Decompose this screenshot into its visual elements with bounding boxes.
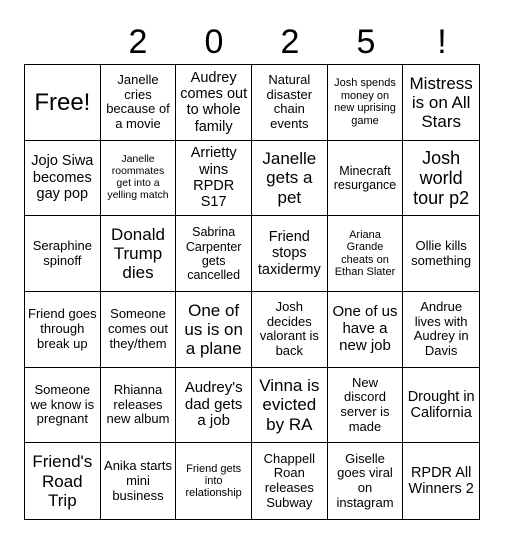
bingo-cell[interactable]: Giselle goes viral on instagram <box>328 443 404 519</box>
bingo-cell[interactable]: Audrey's dad gets a job <box>176 368 252 444</box>
bingo-cell[interactable]: Drought in California <box>403 368 479 444</box>
bingo-cell[interactable]: Ollie kills something <box>403 216 479 292</box>
bingo-cell[interactable]: Jojo Siwa becomes gay pop <box>25 141 101 217</box>
bingo-cell[interactable]: Rhianna releases new album <box>101 368 177 444</box>
bingo-cell[interactable]: Audrey comes out to whole family <box>176 65 252 141</box>
bingo-cell[interactable]: Janelle cries because of a movie <box>101 65 177 141</box>
bingo-cell[interactable]: Josh decides valorant is back <box>252 292 328 368</box>
bingo-title <box>24 20 480 64</box>
bingo-cell[interactable]: Seraphine spinoff <box>25 216 101 292</box>
bingo-cell[interactable]: Friend gets into relationship <box>176 443 252 519</box>
bingo-cell[interactable]: Someone comes out they/them <box>101 292 177 368</box>
bingo-cell[interactable]: Josh spends money on new uprising game <box>328 65 404 141</box>
bingo-cell[interactable]: Janelle roommates get into a yelling match <box>101 141 177 217</box>
bingo-cell[interactable]: Sabrina Carpenter gets cancelled <box>176 216 252 292</box>
bingo-grid <box>24 64 480 520</box>
title-char: 5 <box>356 22 376 61</box>
bingo-cell[interactable]: Friend's Road Trip <box>25 443 101 519</box>
bingo-cell-free[interactable]: Free! <box>25 65 101 141</box>
bingo-cell[interactable]: One of us have a new job <box>328 292 404 368</box>
bingo-cell[interactable]: Friend stops taxidermy <box>252 216 328 292</box>
bingo-cell[interactable]: Natural disaster chain events <box>252 65 328 141</box>
bingo-cell[interactable]: Anika starts mini business <box>101 443 177 519</box>
title-char: 2 <box>128 22 148 61</box>
bingo-cell[interactable]: Josh world tour p2 <box>403 141 479 217</box>
bingo-cell[interactable]: Ariana Grande cheats on Ethan Slater <box>328 216 404 292</box>
bingo-cell[interactable]: Friend goes through break up <box>25 292 101 368</box>
title-char: ! <box>437 22 447 61</box>
bingo-cell[interactable]: Chappell Roan releases Subway <box>252 443 328 519</box>
bingo-cell[interactable]: Arrietty wins RPDR S17 <box>176 141 252 217</box>
bingo-cell[interactable]: Someone we know is pregnant <box>25 368 101 444</box>
title-char: 0 <box>204 22 224 61</box>
bingo-cell[interactable]: New discord server is made <box>328 368 404 444</box>
bingo-cell[interactable]: Donald Trump dies <box>101 216 177 292</box>
bingo-cell[interactable]: Andrue lives with Audrey in Davis <box>403 292 479 368</box>
bingo-cell[interactable]: One of us is on a plane <box>176 292 252 368</box>
bingo-cell[interactable]: Vinna is evicted by RA <box>252 368 328 444</box>
bingo-cell[interactable]: Mistress is on All Stars <box>403 65 479 141</box>
title-char: 2 <box>280 22 300 61</box>
bingo-cell[interactable]: Minecraft resurgance <box>328 141 404 217</box>
bingo-cell[interactable]: RPDR All Winners 2 <box>408 464 474 498</box>
bingo-cell[interactable]: Janelle gets a pet <box>252 141 328 217</box>
